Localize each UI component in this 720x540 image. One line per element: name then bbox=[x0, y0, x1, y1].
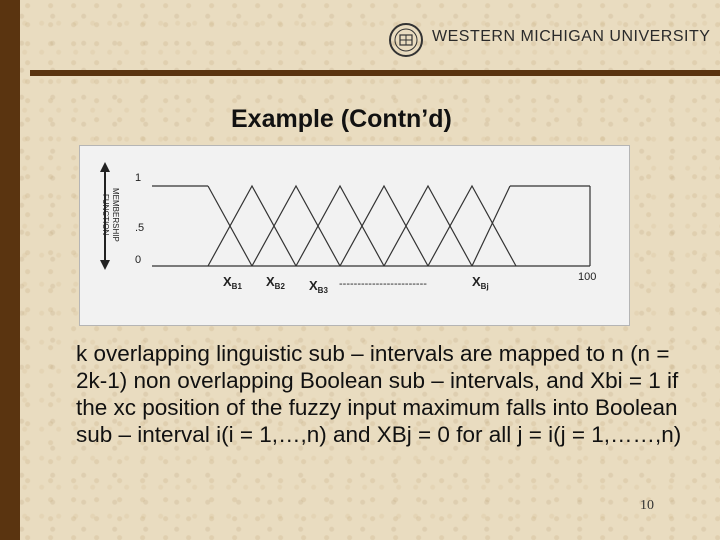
page-number: 10 bbox=[640, 498, 654, 513]
slide-title: Example (Contn’d) bbox=[231, 105, 452, 133]
xb3-label: $X_{B3}$ bbox=[309, 278, 328, 295]
header-rule bbox=[30, 70, 720, 76]
university-wordmark: WESTERN MICHIGAN UNIVERSITY bbox=[432, 28, 711, 45]
xb2-label: $X_{B2}$ bbox=[266, 274, 285, 291]
y-axis-label-line2: FUNCTION bbox=[101, 194, 110, 236]
mf-triangle-2 bbox=[252, 186, 340, 266]
membership-function-figure bbox=[79, 145, 630, 326]
mf-triangle-6 bbox=[428, 186, 516, 266]
membership-diagram bbox=[80, 146, 629, 325]
y-axis-arrow-down bbox=[100, 260, 110, 270]
x-tick-100: 100 bbox=[578, 271, 597, 283]
xb1-label: $X_{B1}$ bbox=[223, 274, 242, 291]
mf-triangle-3 bbox=[296, 186, 384, 266]
xbj-label: $X_{Bj}$ bbox=[472, 274, 489, 291]
slide-body-text: k overlapping linguistic sub – intervals are mapped to n (n = 2k-1) non overlapping Boolean sub – intervals, and Xbi = 1 if the xc position of the fuzzy input maximum falls into Boolean sub – interval i(i = 1,…,n) and XBj = 0 for all j = i(j = 1,……,n) bbox=[76, 341, 682, 447]
y-tick-half: .5 bbox=[135, 222, 145, 234]
y-tick-0: 0 bbox=[135, 254, 142, 266]
mf-right-shoulder bbox=[472, 186, 510, 266]
mf-triangle-1 bbox=[208, 186, 296, 266]
y-tick-1: 1 bbox=[135, 172, 142, 184]
y-axis-arrow-up bbox=[100, 162, 110, 172]
left-accent-bar bbox=[0, 0, 20, 540]
y-axis-label-line1: MEMBERSHIP bbox=[111, 188, 120, 242]
mf-triangle-5 bbox=[384, 186, 472, 266]
interval-ellipsis-dashes: ------------------------ bbox=[339, 278, 427, 290]
mf-triangle-4 bbox=[340, 186, 428, 266]
university-seal-icon bbox=[388, 22, 424, 58]
